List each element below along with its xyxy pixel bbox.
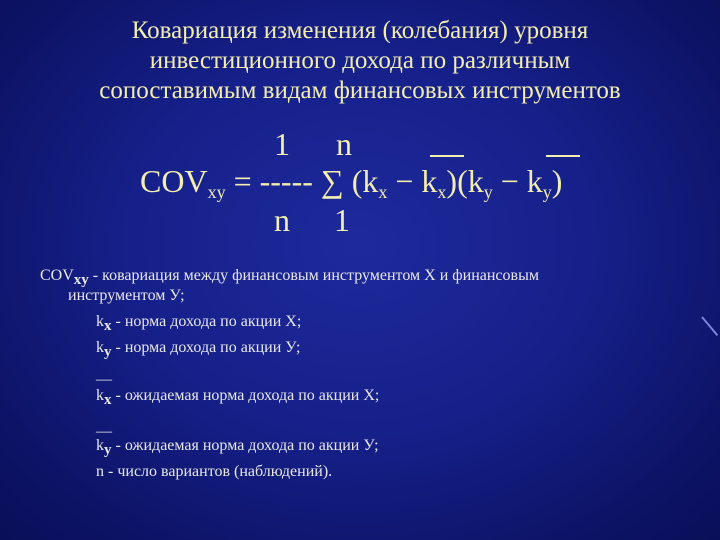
def-cov-text: - ковариация между финансовым инструментом X и финансовым	[88, 267, 539, 284]
formula-open2: (k	[457, 163, 484, 199]
formula-equals: =	[233, 163, 252, 199]
definition-ky	[96, 338, 300, 358]
sum-sign: ∑	[320, 163, 344, 199]
definition-cov-cont: инструментом У;	[68, 287, 185, 304]
formula-lower-limit: 1	[334, 202, 350, 238]
title-line-1: Ковариация изменения (колебания) уровня	[131, 17, 589, 44]
definition-ky-mean	[96, 436, 379, 456]
formula-lhs: COV	[140, 163, 208, 199]
def-kx-k: k	[96, 313, 104, 330]
formula-minus1: −	[395, 163, 414, 199]
def-cov-sub: xy	[73, 272, 89, 288]
overline-2: —	[96, 423, 112, 440]
formula-main-line	[140, 163, 562, 200]
def-ky-sub: y	[104, 344, 112, 360]
def-kx-sub: x	[104, 318, 112, 334]
formula-denominator: n	[274, 202, 290, 238]
def-ky-k: k	[96, 339, 104, 356]
definition-kx-mean	[96, 386, 379, 406]
formula-sub-x1: x	[378, 182, 388, 202]
def-kx-mean-text: - ожидаемая норма дохода по акции X;	[111, 387, 380, 404]
overline-1: —	[96, 371, 112, 388]
mean-kx-overline	[430, 155, 464, 157]
definition-cov	[40, 266, 539, 286]
definition-n: n - число вариантов (наблюдений).	[96, 463, 333, 480]
formula-numerator: 1	[274, 126, 290, 162]
formula-sub-x2: x	[437, 182, 447, 202]
formula-open1: (k	[351, 163, 379, 199]
formula-sub-y1: y	[483, 182, 493, 202]
def-ky-text: - норма дохода по акции У;	[111, 339, 301, 356]
formula-close1: )	[446, 163, 458, 199]
decorative-line	[701, 316, 718, 336]
formula-lhs-sub: xy	[207, 182, 226, 202]
def-kx-text: - норма дохода по акции X;	[111, 313, 302, 330]
title-line-3: сопоставимым видам финансовых инструментов	[99, 77, 621, 104]
mean-ky-overline	[546, 155, 580, 157]
def-ky-mean-k: k	[96, 437, 104, 454]
title-line-2: инвестиционного дохода по различным	[149, 47, 571, 74]
def-kx-mean-sub: x	[104, 392, 112, 408]
def-ky-mean-text: - ожидаемая норма дохода по акции У;	[111, 437, 379, 454]
definition-kx	[96, 312, 301, 332]
formula-minus2: −	[500, 163, 519, 199]
def-cov-symbol: COV	[40, 267, 74, 284]
formula-k2: k	[526, 163, 543, 199]
def-kx-mean-k: k	[96, 387, 104, 404]
formula-k1: k	[421, 163, 438, 199]
formula-sub-y2: y	[542, 182, 552, 202]
formula-close2: )	[551, 163, 563, 199]
slide-title	[20, 16, 700, 106]
formula-fraction-line: -----	[259, 163, 313, 199]
formula-upper-limit: n	[336, 126, 352, 162]
def-ky-mean-sub: y	[104, 442, 112, 458]
